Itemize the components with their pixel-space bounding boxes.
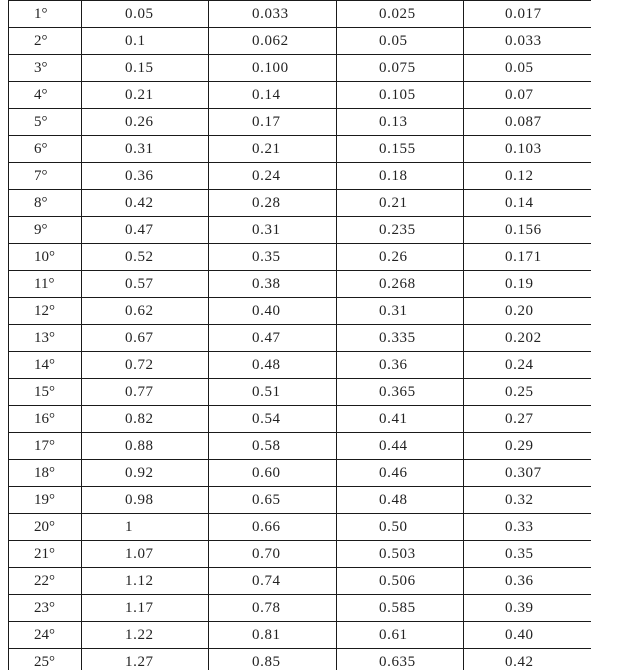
value-cell-col4: 0.307 (464, 460, 592, 487)
value-cell-col4: 0.14 (464, 190, 592, 217)
value-cell-col1: 0.62 (82, 298, 209, 325)
value-cell-col4: 0.25 (464, 379, 592, 406)
angle-value-table (8, 0, 591, 670)
angle-cell: 12° (9, 298, 82, 325)
angle-cell: 6° (9, 136, 82, 163)
angle-cell: 14° (9, 352, 82, 379)
value-cell-col3: 0.635 (337, 649, 464, 670)
table-row (9, 28, 592, 55)
value-cell-col4: 0.20 (464, 298, 592, 325)
value-cell-col1: 0.98 (82, 487, 209, 514)
value-cell-col2: 0.31 (209, 217, 337, 244)
value-cell-col1: 0.42 (82, 190, 209, 217)
value-cell-col4: 0.33 (464, 514, 592, 541)
value-cell-col2: 0.51 (209, 379, 337, 406)
table-row (9, 163, 592, 190)
value-cell-col2: 0.47 (209, 325, 337, 352)
value-cell-col4: 0.40 (464, 622, 592, 649)
angle-cell: 16° (9, 406, 82, 433)
table-row (9, 514, 592, 541)
value-cell-col1: 0.21 (82, 82, 209, 109)
value-cell-col3: 0.36 (337, 352, 464, 379)
value-cell-col1: 0.31 (82, 136, 209, 163)
value-cell-col2: 0.17 (209, 109, 337, 136)
value-cell-col2: 0.40 (209, 298, 337, 325)
value-cell-col3: 0.18 (337, 163, 464, 190)
value-cell-col2: 0.81 (209, 622, 337, 649)
angle-cell: 11° (9, 271, 82, 298)
value-cell-col4: 0.24 (464, 352, 592, 379)
angle-cell: 25° (9, 649, 82, 670)
value-cell-col4: 0.42 (464, 649, 592, 670)
value-cell-col1: 1.27 (82, 649, 209, 670)
value-cell-col2: 0.74 (209, 568, 337, 595)
value-cell-col1: 0.15 (82, 55, 209, 82)
value-cell-col4: 0.171 (464, 244, 592, 271)
angle-cell: 2° (9, 28, 82, 55)
table-row (9, 136, 592, 163)
table-row (9, 406, 592, 433)
angle-cell: 13° (9, 325, 82, 352)
value-cell-col4: 0.156 (464, 217, 592, 244)
angle-cell: 15° (9, 379, 82, 406)
angle-cell: 24° (9, 622, 82, 649)
value-cell-col3: 0.335 (337, 325, 464, 352)
angle-cell: 17° (9, 433, 82, 460)
value-cell-col3: 0.13 (337, 109, 464, 136)
table-row (9, 1, 592, 28)
table-body (9, 1, 592, 670)
value-cell-col3: 0.105 (337, 82, 464, 109)
value-cell-col3: 0.506 (337, 568, 464, 595)
value-cell-col4: 0.087 (464, 109, 592, 136)
value-cell-col3: 0.503 (337, 541, 464, 568)
table-row (9, 217, 592, 244)
table-row (9, 298, 592, 325)
value-cell-col1: 1.17 (82, 595, 209, 622)
value-cell-col1: 0.82 (82, 406, 209, 433)
value-cell-col2: 0.65 (209, 487, 337, 514)
angle-cell: 8° (9, 190, 82, 217)
table-row (9, 622, 592, 649)
value-cell-col1: 0.72 (82, 352, 209, 379)
value-cell-col1: 0.92 (82, 460, 209, 487)
angle-cell: 4° (9, 82, 82, 109)
value-cell-col2: 0.70 (209, 541, 337, 568)
value-cell-col1: 0.52 (82, 244, 209, 271)
table-row (9, 190, 592, 217)
value-cell-col1: 0.26 (82, 109, 209, 136)
value-cell-col3: 0.48 (337, 487, 464, 514)
value-cell-col1: 0.88 (82, 433, 209, 460)
value-cell-col1: 0.36 (82, 163, 209, 190)
value-cell-col1: 1.22 (82, 622, 209, 649)
table-row (9, 271, 592, 298)
angle-cell: 5° (9, 109, 82, 136)
value-cell-col2: 0.58 (209, 433, 337, 460)
value-cell-col2: 0.100 (209, 55, 337, 82)
value-cell-col4: 0.017 (464, 1, 592, 28)
value-cell-col4: 0.32 (464, 487, 592, 514)
value-cell-col2: 0.062 (209, 28, 337, 55)
value-cell-col3: 0.31 (337, 298, 464, 325)
table-row (9, 325, 592, 352)
value-cell-col2: 0.85 (209, 649, 337, 670)
angle-cell: 3° (9, 55, 82, 82)
angle-cell: 20° (9, 514, 82, 541)
value-cell-col3: 0.21 (337, 190, 464, 217)
value-cell-col4: 0.05 (464, 55, 592, 82)
value-cell-col4: 0.19 (464, 271, 592, 298)
value-cell-col4: 0.12 (464, 163, 592, 190)
value-cell-col4: 0.202 (464, 325, 592, 352)
value-cell-col4: 0.39 (464, 595, 592, 622)
angle-cell: 18° (9, 460, 82, 487)
value-cell-col1: 0.05 (82, 1, 209, 28)
value-cell-col1: 1 (82, 514, 209, 541)
value-cell-col3: 0.41 (337, 406, 464, 433)
value-cell-col3: 0.268 (337, 271, 464, 298)
value-cell-col2: 0.60 (209, 460, 337, 487)
value-cell-col1: 0.57 (82, 271, 209, 298)
table-row (9, 649, 592, 670)
value-cell-col3: 0.155 (337, 136, 464, 163)
table-row (9, 433, 592, 460)
value-cell-col1: 0.67 (82, 325, 209, 352)
value-cell-col3: 0.585 (337, 595, 464, 622)
table-row (9, 379, 592, 406)
table-row (9, 244, 592, 271)
angle-cell: 9° (9, 217, 82, 244)
table-row (9, 595, 592, 622)
value-cell-col2: 0.14 (209, 82, 337, 109)
table-row (9, 460, 592, 487)
value-cell-col1: 0.1 (82, 28, 209, 55)
document-sheet (8, 0, 591, 670)
value-cell-col2: 0.38 (209, 271, 337, 298)
value-cell-col4: 0.27 (464, 406, 592, 433)
value-cell-col2: 0.21 (209, 136, 337, 163)
table-row (9, 568, 592, 595)
value-cell-col4: 0.07 (464, 82, 592, 109)
table-row (9, 487, 592, 514)
value-cell-col4: 0.29 (464, 433, 592, 460)
angle-cell: 7° (9, 163, 82, 190)
value-cell-col3: 0.025 (337, 1, 464, 28)
table-row (9, 541, 592, 568)
value-cell-col1: 0.77 (82, 379, 209, 406)
value-cell-col4: 0.103 (464, 136, 592, 163)
angle-cell: 21° (9, 541, 82, 568)
value-cell-col3: 0.26 (337, 244, 464, 271)
value-cell-col2: 0.78 (209, 595, 337, 622)
value-cell-col3: 0.05 (337, 28, 464, 55)
value-cell-col4: 0.35 (464, 541, 592, 568)
value-cell-col3: 0.075 (337, 55, 464, 82)
value-cell-col1: 1.12 (82, 568, 209, 595)
angle-cell: 23° (9, 595, 82, 622)
angle-cell: 1° (9, 1, 82, 28)
value-cell-col3: 0.61 (337, 622, 464, 649)
value-cell-col4: 0.36 (464, 568, 592, 595)
value-cell-col3: 0.46 (337, 460, 464, 487)
table-row (9, 352, 592, 379)
angle-cell: 22° (9, 568, 82, 595)
value-cell-col2: 0.48 (209, 352, 337, 379)
value-cell-col2: 0.033 (209, 1, 337, 28)
value-cell-col1: 0.47 (82, 217, 209, 244)
angle-cell: 19° (9, 487, 82, 514)
value-cell-col1: 1.07 (82, 541, 209, 568)
value-cell-col2: 0.54 (209, 406, 337, 433)
value-cell-col3: 0.365 (337, 379, 464, 406)
table-row (9, 82, 592, 109)
table-row (9, 109, 592, 136)
value-cell-col2: 0.28 (209, 190, 337, 217)
value-cell-col4: 0.033 (464, 28, 592, 55)
value-cell-col2: 0.24 (209, 163, 337, 190)
value-cell-col2: 0.66 (209, 514, 337, 541)
table-row (9, 55, 592, 82)
value-cell-col3: 0.44 (337, 433, 464, 460)
value-cell-col3: 0.235 (337, 217, 464, 244)
angle-cell: 10° (9, 244, 82, 271)
value-cell-col3: 0.50 (337, 514, 464, 541)
value-cell-col2: 0.35 (209, 244, 337, 271)
